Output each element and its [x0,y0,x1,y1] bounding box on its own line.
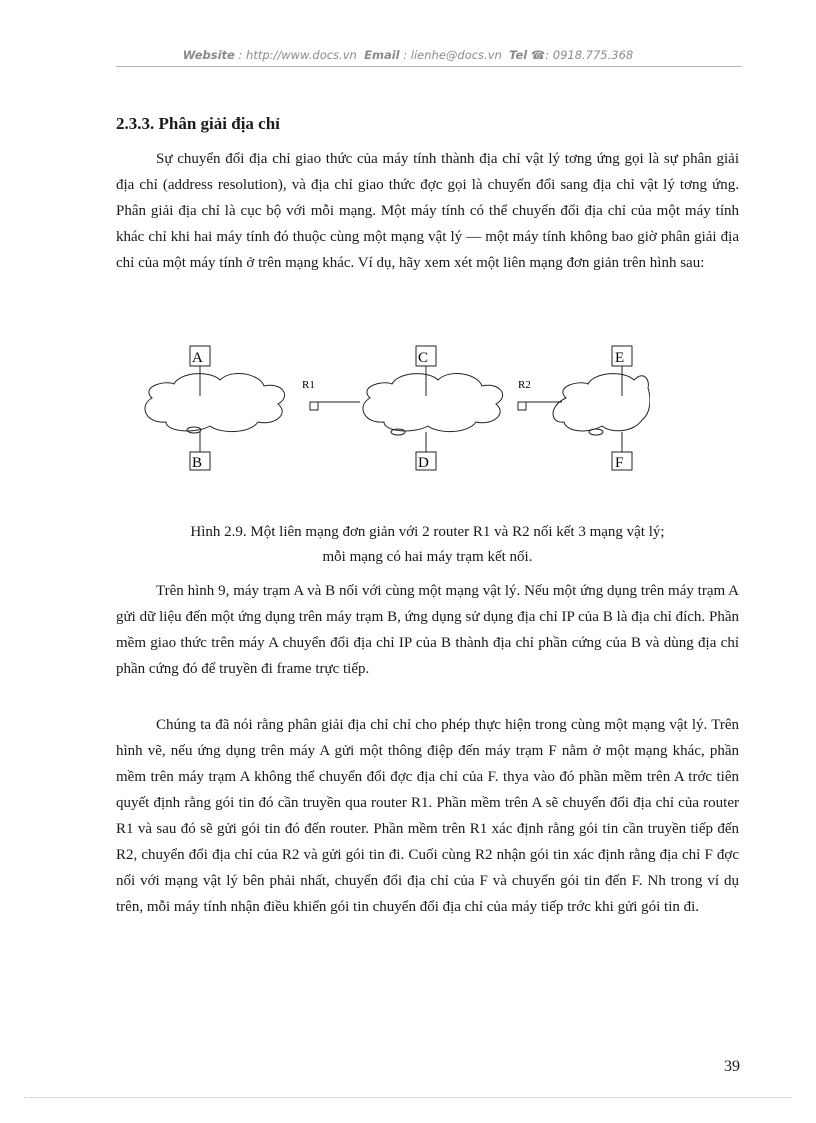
page-header [0,48,816,62]
header-divider [116,66,742,67]
network-cloud-middle [363,373,503,431]
host-label-f: F [615,455,624,471]
caption-line-1: Hình 2.9. Một liên mạng đơn giản với 2 router R1 và R2 nối kết 3 mạng vật lý; [190,524,665,540]
figure-caption [116,520,739,570]
router-label-r1: R1 [302,379,315,391]
caption-line-2: mỗi mạng có hai máy trạm kết nối. [322,549,533,565]
tel-value: : 0918.775.368 [545,48,634,62]
router-r1 [310,402,318,410]
host-label-b: B [192,455,203,471]
paragraph-1: Sự chuyển đổi địa chỉ giao thức của máy tính thành địa chỉ vật lý tơng ứng gọi là sự phân giải địa chỉ (address resolution), và địa chỉ giao thức đợc gọi là chuyển đổi sang địa chỉ vật lý tơng ứng. Phân giải địa chỉ là cục bộ với mỗi mạng. Một máy tính có thể chuyển đổi địa chỉ của một máy tính khác chỉ khi hai máy tính đó thuộc cùng một mạng vật lý — một máy tính không bao giờ phân giải địa chỉ của một máy tính ở trên mạng khác. Ví dụ, hãy xem xét một liên mạng đơn giản trên hình sau: [116,151,739,271]
host-label-e: E [615,350,625,366]
host-label-a: A [192,350,203,366]
website-label: Website [182,48,235,62]
footer-divider [24,1097,792,1098]
internet-diagram [130,340,650,472]
network-cloud-right [553,374,650,431]
router-r2 [518,402,526,410]
paragraph-3: Chúng ta đã nói rằng phân giải địa chỉ chỉ cho phép thực hiện trong cùng một mạng vật lý. Trên hình vẽ, nếu ứng dụng trên máy A gửi một thông điệp đến máy trạm F nằm ở một mạng khác, phần mềm trên máy trạm A không thể chuyển đổi đợc địa chỉ của F. thya vào đó phần mềm trên A trớc tiên quyết định rằng gói tin đó cần truyền qua router R1. Phần mềm trên A sẽ chuyển đổi địa chỉ của router R1 và sau đó sẽ gửi gói tin đó đến router. Phần mềm trên R1 xác định rằng gói tin cần truyền tiếp đến R2, chuyển đổi địa chỉ của R2 và gửi gói tin đi. Cuối cùng R2 nhận gói tin xác định rằng địa chỉ F đợc nối với mạng vật lý bên phải nhất, chuyển đổi địa chỉ của F và chuyển gói tin đến F. Nh trong ví dụ trên, mỗi máy tính nhận điều khiển gói tin chuyển đổi địa chỉ của máy tiếp trớc khi gửi gói tin đi. [116,717,739,915]
email-label: Email [364,48,400,62]
page-number: 39 [724,1058,740,1075]
host-label-c: C [418,350,429,366]
router-label-r2: R2 [518,379,531,391]
connector-mark [391,429,405,435]
connector-mark [589,429,603,435]
network-cloud-left [145,373,285,431]
tel-label: Tel [509,48,528,62]
phone-icon: ☎ [530,48,546,62]
section-heading: 2.3.3. Phân giải địa chỉ [116,114,280,133]
host-label-d: D [418,455,429,471]
website-value: : http://www.docs.vn [238,48,357,62]
paragraph-2: Trên hình 9, máy trạm A và B nối với cùng một mạng vật lý. Nếu một ứng dụng trên máy trạm A gửi dữ liệu đến một ứng dụng trên máy trạm B, ứng dụng sử dụng địa chỉ IP của B là địa chỉ đích. Phần mềm giao thức trên máy A chuyển đổi địa chỉ IP của B thành địa chỉ phần cứng của B và dùng địa chỉ phần cứng đó để truyền đi frame trực tiếp. [116,583,739,677]
email-value: : lienhe@docs.vn [403,48,502,62]
